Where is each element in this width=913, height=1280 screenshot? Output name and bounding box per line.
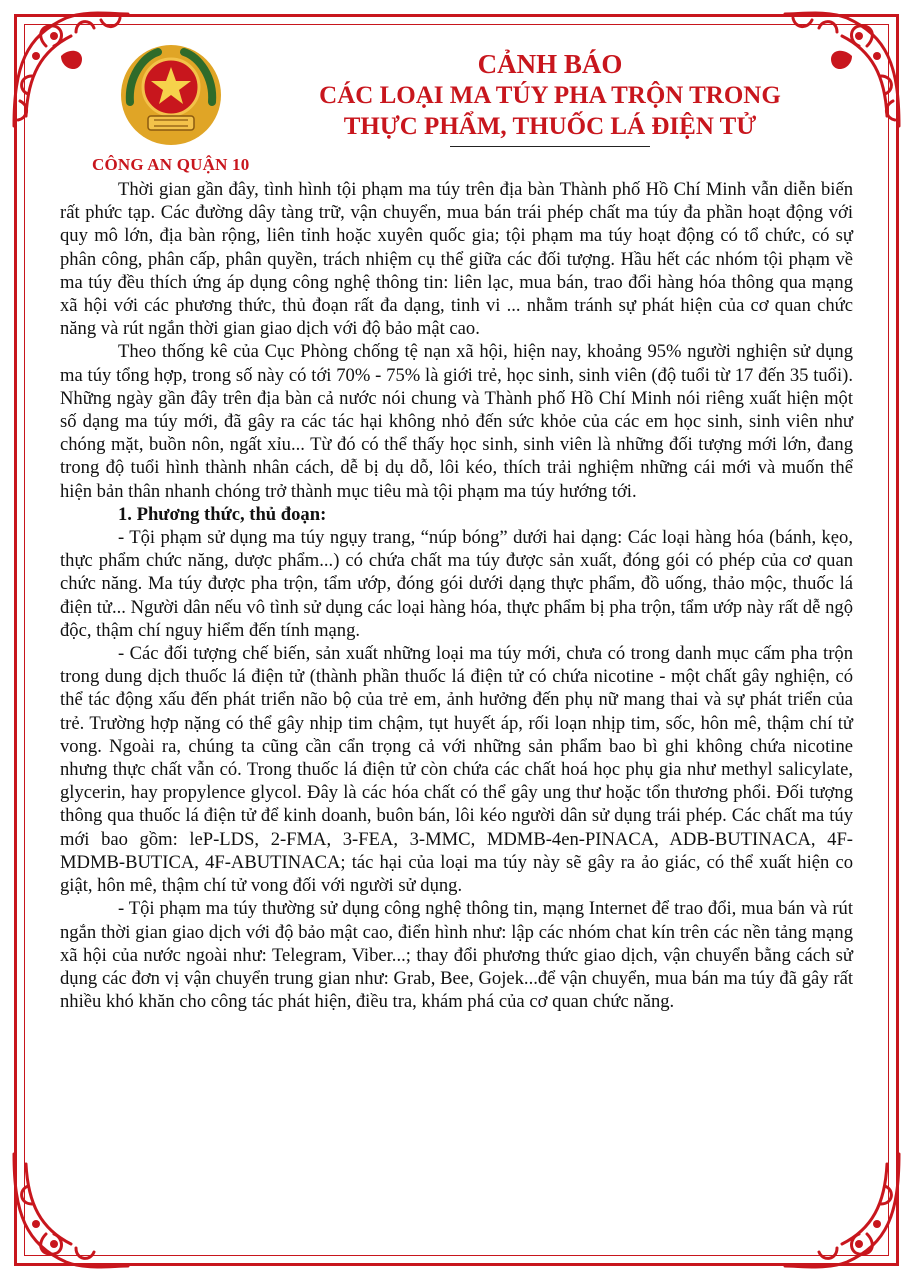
agency-name: CÔNG AN QUẬN 10 [92,155,250,174]
paragraph-e-cigarette: - Các đối tượng chế biến, sản xuất những loại ma túy mới, chưa có trong danh mục cấm pha trộn trong dung dịch thuốc lá điện tử (thành phần thuốc lá điện tử có chứa nicotine - một chất gây nghiện, có thể tác động xấu đến phát triển não bộ của trẻ em, ảnh hưởng đến phụ nữ mang thai và sự phát triển của trẻ. Trường hợp nặng có thể gây nhịp tim chậm, tụt huyết áp, rối loạn nhịp tim, sốc, hôn mê, thậm chí tử vong. Ngoài ra, chúng ta cũng cần cẩn trọng cả với những sản phẩm bao bì ghi không chứa nicotine nhưng thực chất vẫn có. Trong thuốc lá điện tử còn chứa các chất hoá học phụ gia như methyl salicylate, glycerin, hay propylence glycol. Đây là các hóa chất có thể gây ung thư hoặc tổn thương phổi. Đối tượng thông qua thuốc lá điện tử để kinh doanh, buôn bán, lôi kéo người dân sử dụng trái phép. Các chất ma túy mới bao gồm: leP-LDS, 2-FMA, 3-FEA, 3-MMC, MDMB-4en-PINACA, ADB-BUTINACA, 4F-MDMB-BUTICA, 4F-ABUTINACA; tác hại của loại ma túy này sẽ gây ra ảo giác, có thể xuất hiện co giật, hôn mê, thậm chí tử vong đối với người sử dụng. [60,643,853,897]
title-block [270,48,830,147]
page-title: CẢNH BÁO [477,49,623,79]
page-subtitle-line1: CÁC LOẠI MA TÚY PHA TRỘN TRONG [319,82,781,109]
floral-corner-ornament-icon [6,1144,136,1274]
page-subtitle-line2: THỰC PHẨM, THUỐC LÁ ĐIỆN TỬ [343,113,757,140]
title-underline [450,146,650,147]
paragraph-intro: Thời gian gần đây, tình hình tội phạm ma túy trên địa bàn Thành phố Hồ Chí Minh vẫn diễn biến rất phức tạp. Các đường dây tàng trữ, vận chuyển, mua bán trái phép chất ma túy đa phần hoạt động với quy mô lớn, địa bàn rộng, liên tỉnh hoặc xuyên quốc gia; tội phạm ma túy hoạt động có tổ chức, có sự phân công, phân cấp, phân quyền, trách nhiệm cụ thể giữa các đối tượng. Hầu hết các nhóm tội phạm về ma túy đều thích ứng áp dụng công nghệ thông tin: liên lạc, mua bán, trao đổi hàng hóa thông qua mạng xã hội với các phương thức, thủ đoạn rất đa dạng, tinh vi ... nhằm tránh sự phát hiện của cơ quan chức năng và rút ngắn thời gian giao dịch với độ bảo mật cao. [60,179,853,340]
paragraph-disguise: - Tội phạm sử dụng ma túy ngụy trang, “núp bóng” dưới hai dạng: Các loại hàng hóa (bánh, kẹo, thực phẩm chức năng, dược phẩm...) có chứa chất ma túy được sản xuất, đóng gói có phép của cơ quan chức năng. Ma túy được pha trộn, tẩm ướp, đóng gói dưới dạng thực phẩm, đồ uống, thảo mộc, thuốc lá điện tử... Người dân nếu vô tình sử dụng các loại hàng hóa, thực phẩm bị pha trộn, tẩm ướp này rất dễ ngộ độc, thậm chí nguy hiểm đến tính mạng. [60,527,853,641]
paragraph-technology: - Tội phạm ma túy thường sử dụng công nghệ thông tin, mạng Internet để trao đổi, mua bán và rút ngắn thời gian giao dịch với độ bảo mật cao, điển hình như: lập các nhóm chat kín trên các nền tảng mạng xã hội của nước ngoài như: Telegram, Viber...; thay đổi phương thức giao dịch, vận chuyển bằng cách sử dụng các đơn vị vận chuyển trung gian như: Grab, Bee, Gojek...để vận chuyển, mua bán ma túy đã gây rất nhiều khó khăn cho công tác phát hiện, điều tra, khám phá của cơ quan chức năng. [60,898,853,1013]
floral-corner-ornament-icon [6,6,136,136]
section-heading: 1. Phương thức, thủ đoạn: [118,503,327,525]
police-emblem-icon [118,42,224,148]
floral-corner-ornament-icon [777,1144,907,1274]
article-body [60,178,853,1013]
paragraph-statistics: Theo thống kê của Cục Phòng chống tệ nạn xã hội, hiện nay, khoảng 95% người nghiện sử dụng ma túy tổng hợp, trong số này có tới 70% - 75% là giới trẻ, học sinh, sinh viên (độ tuổi từ 17 đến 35 tuổi). Những ngày gần đây trên địa bàn cả nước nói chung và Thành phố Hồ Chí Minh nói riêng xuất hiện một số dạng ma túy mới, đã gây ra các tác hại không nhỏ đến sức khỏe của các em học sinh, sinh viên như chóng mặt, buồn nôn, ngất xỉu... Từ đó có thể thấy học sinh, sinh viên là những đối tượng mới lớn, đang trong độ tuổi hình thành nhân cách, dễ bị dụ dỗ, lôi kéo, thích trải nghiệm những cái mới và muốn thể hiện bản thân nhanh chóng trở thành mục tiêu mà tội phạm ma túy hướng tới. [60,341,853,502]
